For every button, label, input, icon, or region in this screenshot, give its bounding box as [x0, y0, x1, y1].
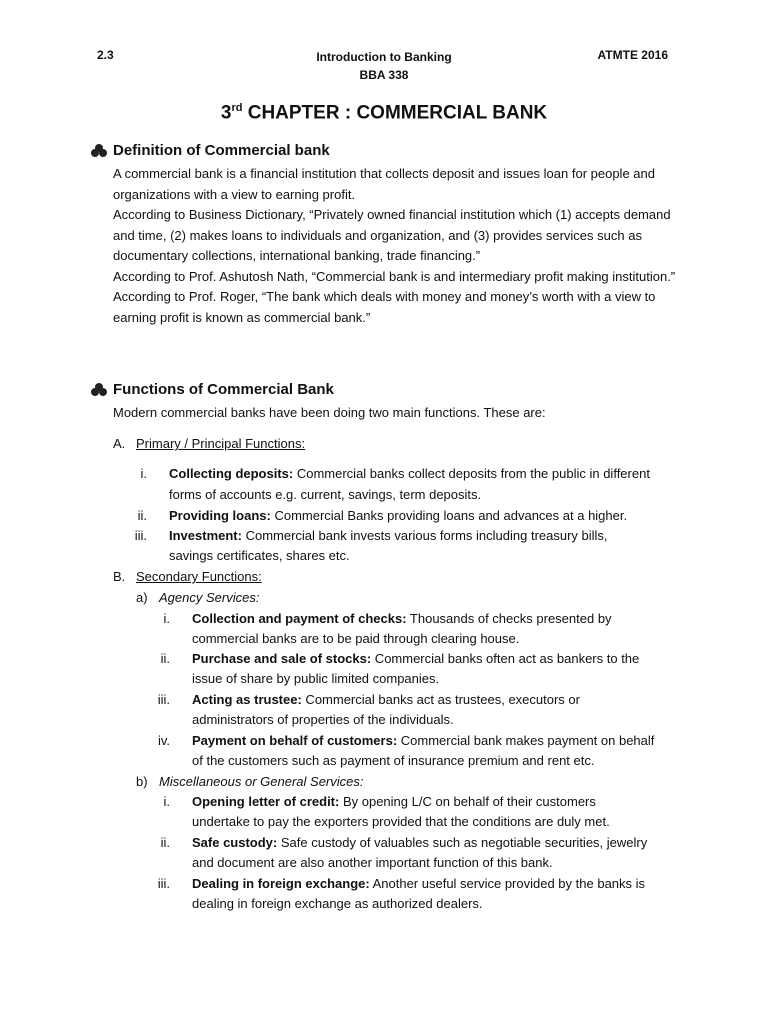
page-number: 2.3: [97, 48, 114, 62]
list-item: [192, 690, 580, 710]
primary-marker: A.: [113, 436, 126, 451]
list-item: [192, 792, 596, 812]
list-number: iii.: [157, 692, 170, 707]
course-title: Introduction to Banking: [316, 50, 452, 64]
item-text: Commercial banks act as trustees, executors or: [301, 692, 580, 707]
list-number: ii.: [137, 508, 147, 523]
item-term: Purchase and sale of stocks:: [192, 651, 372, 666]
chapter-title: [0, 102, 768, 124]
definition-paragraph: A commercial bank is a financial institution that collects deposit and issues loan for people and organizations with a view to earning profit.: [113, 166, 655, 202]
definition-paragraph: According to Business Dictionary, “Privately owned financial institution which (1) accepts demand and time, (2) makes loans to individuals and organization, and (3) provides services such as documentary collections, international banking, trade financing.”: [113, 207, 671, 263]
list-number: i.: [140, 466, 147, 481]
item-text: Safe custody of valuables such as negotiable securities, jewelry: [277, 835, 648, 850]
item-term: Payment on behalf of customers:: [192, 733, 398, 748]
list-number: i.: [163, 611, 170, 626]
misc-marker: b): [136, 774, 148, 789]
list-item-continuation: and document are also another important function of this bank.: [192, 855, 553, 870]
primary-label: Primary / Principal Functions:: [136, 436, 306, 451]
list-item-continuation: dealing in foreign exchange as authorized dealers.: [192, 896, 483, 911]
list-item-continuation: of the customers such as payment of insurance premium and rent etc.: [192, 753, 595, 768]
item-text: By opening L/C on behalf of their customers: [339, 794, 596, 809]
list-item-continuation: administrators of properties of the individuals.: [192, 712, 454, 727]
document-code: ATMTE 2016: [597, 48, 668, 62]
list-item-continuation: undertake to pay the exporters provided that the conditions are duly met.: [192, 814, 610, 829]
definition-heading: [91, 142, 330, 159]
item-text: Commercial Banks providing loans and advances at a higher.: [270, 508, 628, 523]
cluster-bullet-icon: [91, 144, 107, 158]
item-term: Providing loans:: [169, 508, 271, 523]
cluster-bullet-icon: [91, 383, 107, 397]
item-term: Opening letter of credit:: [192, 794, 340, 809]
item-text: Commercial bank invests various forms including treasury bills,: [241, 528, 608, 543]
item-text: Commercial banks often act as bankers to the: [371, 651, 640, 666]
list-number: iv.: [157, 733, 170, 748]
chapter-number: 3: [220, 102, 232, 124]
list-item-continuation: forms of accounts e.g. current, savings, term deposits.: [169, 487, 482, 502]
definition-heading-text: Definition of Commercial bank: [113, 142, 330, 159]
course-code: BBA 338: [359, 68, 409, 82]
list-item-continuation: issue of share by public limited companies.: [192, 671, 440, 686]
agency-label: [159, 588, 259, 608]
chapter-name: CHAPTER : COMMERCIAL BANK: [242, 102, 548, 124]
list-number: ii.: [160, 651, 170, 666]
list-item: [192, 874, 645, 894]
list-item: [192, 649, 639, 669]
functions-heading: [91, 381, 334, 398]
definition-body: [113, 164, 683, 328]
list-item: [192, 833, 647, 853]
page-header: [0, 47, 768, 87]
list-number: i.: [163, 794, 170, 809]
item-term: Dealing in foreign exchange:: [192, 876, 370, 891]
list-item: [192, 731, 654, 751]
item-text: Commercial banks collect deposits from the public in different: [293, 466, 650, 481]
item-term: Collecting deposits:: [169, 466, 294, 481]
item-term: Safe custody:: [192, 835, 278, 850]
definition-paragraph: According to Prof. Roger, “The bank which deals with money and money’s worth with a view to earning profit is known as commercial bank.”: [113, 289, 656, 325]
agency-marker: a): [136, 590, 148, 605]
item-term: Investment:: [169, 528, 242, 543]
misc-label-text: Miscellaneous or General Services:: [159, 774, 364, 789]
item-term: Collection and payment of checks:: [192, 611, 407, 626]
list-number: ii.: [160, 835, 170, 850]
misc-label: [159, 772, 363, 792]
list-item: [169, 526, 608, 546]
item-text: Thousands of checks presented by: [406, 611, 612, 626]
list-item: [192, 609, 612, 629]
functions-heading-text: Functions of Commercial Bank: [113, 381, 334, 398]
chapter-ordinal: rd: [231, 102, 243, 114]
functions-intro: Modern commercial banks have been doing two main functions. These are:: [113, 405, 546, 420]
list-item: [169, 506, 627, 526]
list-item-continuation: savings certificates, shares etc.: [169, 548, 350, 563]
list-item: [169, 464, 650, 484]
definition-paragraph: According to Prof. Ashutosh Nath, “Commercial bank is and intermediary profit making institution.”: [113, 268, 676, 284]
item-text: Another useful service provided by the banks is: [369, 876, 646, 891]
item-text: Commercial bank makes payment on behalf: [397, 733, 655, 748]
list-number: iii.: [157, 876, 170, 891]
agency-label-text: Agency Services:: [159, 590, 260, 605]
item-term: Acting as trustee:: [192, 692, 302, 707]
list-number: iii.: [134, 528, 147, 543]
list-item-continuation: commercial banks are to be paid through clearing house.: [192, 631, 520, 646]
secondary-label: Secondary Functions:: [136, 569, 262, 584]
secondary-marker: B.: [113, 569, 126, 584]
